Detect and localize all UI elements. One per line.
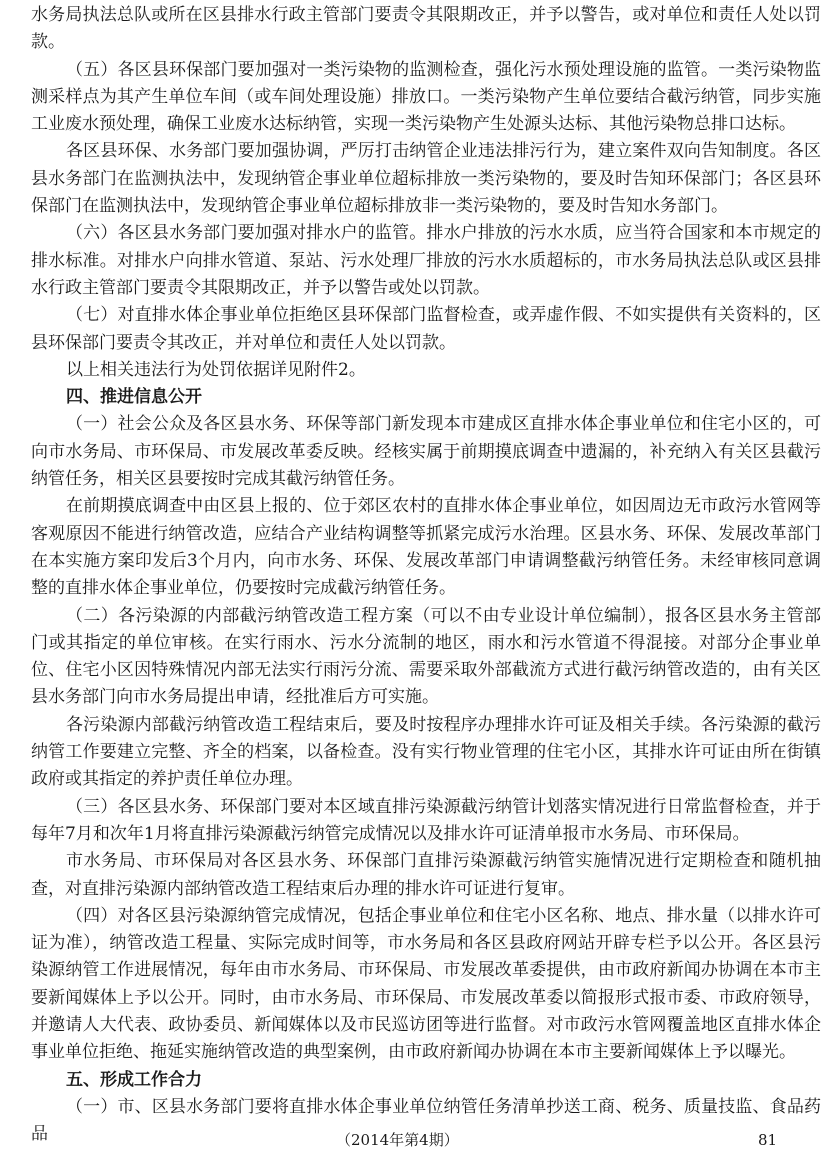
section-heading-5: 五、形成工作合力 — [66, 1069, 202, 1090]
paragraph-section4-item-4: （四）对各区县污染源纳管完成情况，包括企事业单位和住宅小区名称、地点、排水量（以排水许可证为准），纳管改造工程量、实际完成时间等，市水务局和各区县政府网站开辟专栏予以公开。各区县污染源纳管工作进展情况，每年由市水务局、市环保局、市发展改革委提供，由市政府新闻办协调在本市主要新闻媒体上予以公开。同时，由市水务局、市环保局、市发展改革委以简报形式报市委、市政府领导，并邀请人大代表、政协委员、新闻媒体以及市民巡访团等进行监督。对市政污水管网覆盖地区直排水体企事业单位拒绝、拖延实施纳管改造的典型案例，由市政府新闻办协调在本市主要新闻媒体上予以曝光。 — [31, 905, 821, 1063]
paragraph-section4-item-1: （一）社会公众及各区县水务、环保等部门新发现本市建成区直排水体企事业单位和住宅小区的，可向市水务局、市环保局、市发展改革委反映。经核实属于前期摸底调查中遗漏的，补充纳入有关区县截污纳管任务，相关区县要按时完成其截污纳管任务。 — [31, 414, 821, 490]
paragraph-item-6: （六）各区县水务部门要加强对排水户的监管。排水户排放的污水水质，应当符合国家和本市规定的排水标准。对排水户向排水管道、泵站、污水处理厂排放的污水水质超标的，市水务局执法总队或区县排水行政主管部门要责令其限期改正，并予以警告或处以罚款。 — [31, 223, 821, 298]
paragraph-coordination: 各区县环保、水务部门要加强协调，严厉打击纳管企业违法排污行为，建立案件双向告知制度。各区县水务部门在监测执法中，发现纳管企事业单位超标排放一类污染物的，要及时告知环保部门；各区县环保部门在监测执法中，发现纳管企事业单位超标排放非一类污染物的，要及时告知水务部门。 — [31, 141, 821, 217]
paragraph-penalty-basis: 以上相关违法行为处罚依据详见附件2。 — [66, 359, 366, 380]
paragraph-item-7: （七）对直排水体企事业单位拒绝区县环保部门监督检查，或弄虚作假、不如实提供有关资料的，区县环保部门要责令其改正，并对单位和责任人处以罚款。 — [31, 305, 821, 353]
paragraph-drainage-permit: 各污染源内部截污纳管改造工程结束后，要及时按程序办理排水许可证及相关手续。各污染源的截污纳管工作要建立完整、齐全的档案，以备检查。没有实行物业管理的住宅小区，其排水许可证由所在街镇政府或其指定的养护责任单位办理。 — [31, 714, 821, 790]
paragraph-rural-units: 在前期摸底调查中由区县上报的、位于郊区农村的直排水体企事业单位，如因周边无市政污水管网等客观原因不能进行纳管改造，应结合产业结构调整等抓紧完成污水治理。区县水务、环保、发展改革部门在本实施方案印发后3个月内，向市水务、环保、发展改革部门申请调整截污纳管任务。未经审核同意调整的直排水体企事业单位，仍要按时完成截污纳管任务。 — [31, 496, 821, 599]
page-number: 81 — [758, 1131, 778, 1149]
paragraph-section5-item-1: （一）市、区县水务部门要将直排水体企事业单位纳管任务清单抄送工商、税务、质量技监、食品药品 — [31, 1096, 821, 1145]
issue-label: （2014年第4期） — [336, 1131, 459, 1149]
paragraph-section4-item-3: （三）各区县水务、环保部门要对本区域直排污染源截污纳管计划落实情况进行日常监督检查，并于每年7月和次年1月将直排污染源截污纳管完成情况以及排水许可证清单报市水务局、市环保局。 — [31, 796, 821, 844]
section-heading-4: 四、推进信息公开 — [66, 387, 202, 408]
paragraph-item-5: （五）各区县环保部门要加强对一类污染物的监测检查，强化污水预处理设施的监管。一类污染物监测采样点为其产生单位车间（或车间处理设施）排放口。一类污染物产生单位要结合截污纳管，同步实施工业废水预处理，确保工业废水达标纳管，实现一类污染物产生处源头达标、其他污染物总排口达标。 — [31, 59, 821, 135]
paragraph-section4-item-2: （二）各污染源的内部截污纳管改造工程方案（可以不由专业设计单位编制），报各区县水务主管部门或其指定的单位审核。在实行雨水、污水分流制的地区，雨水和污水管道不得混接。对部分企事业单位、住宅小区因特殊情况内部无法实行雨污分流、需要采取外部截流方式进行截污纳管改造的，由有关区县水务部门向市水务局提出申请，经批准后方可实施。 — [31, 605, 821, 708]
paragraph-inspection: 市水务局、市环保局对各区县水务、环保部门直排污染源截污纳管实施情况进行定期检查和随机抽查，对直排污染源内部纳管改造工程结束后办理的排水许可证进行复审。 — [31, 851, 821, 899]
document-page — [31, 2, 821, 1148]
page-footer — [0, 1126, 827, 1154]
paragraph-continuation: 水务局执法总队或所在区县排水行政主管部门要责令其限期改正，并予以警告，或对单位和责任人处以罚款。 — [31, 5, 821, 53]
